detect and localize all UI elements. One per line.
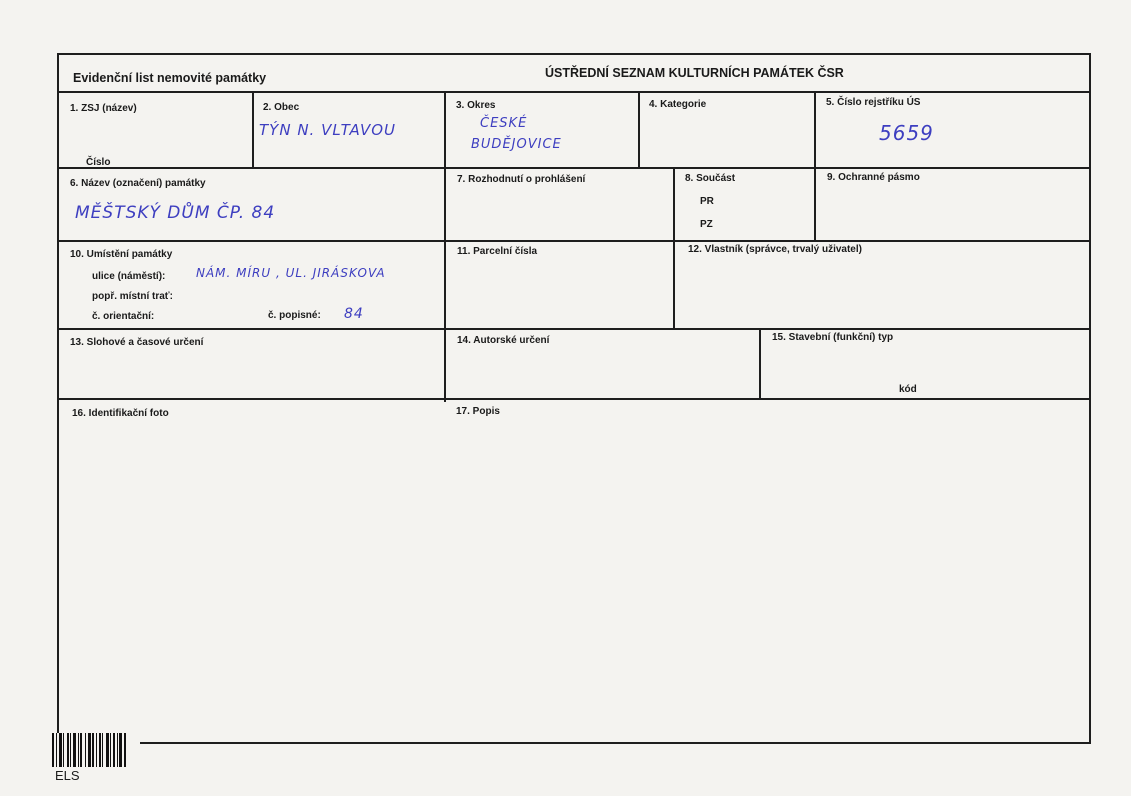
label-ulice: ulice (náměstí): xyxy=(92,271,166,282)
label-kategorie: 4. Kategorie xyxy=(649,99,707,110)
label-rozhodnuti: 7. Rozhodnutí o prohlášení xyxy=(457,174,586,185)
rule xyxy=(673,167,675,330)
label-popis: 17. Popis xyxy=(456,406,500,417)
register-title: ÚSTŘEDNÍ SEZNAM KULTURNÍCH PAMÁTEK ČSR xyxy=(545,66,844,80)
value-okres-line1: ČESKÉ xyxy=(480,116,528,131)
label-pr: PR xyxy=(700,196,714,207)
label-obec: 2. Obec xyxy=(263,102,300,113)
record-form xyxy=(57,53,1091,744)
label-foto: 16. Identifikační foto xyxy=(72,408,169,419)
value-obec: TÝN N. VLTAVOU xyxy=(259,121,397,139)
label-slohove: 13. Slohové a časové určení xyxy=(70,337,204,348)
label-pz: PZ xyxy=(700,219,713,230)
rule xyxy=(444,91,446,402)
barcode-code: ELS xyxy=(55,768,80,783)
label-umisteni: 10. Umístění památky xyxy=(70,249,173,260)
rule xyxy=(59,328,1089,330)
label-autorske: 14. Autorské určení xyxy=(457,335,550,346)
rule xyxy=(59,91,1089,93)
label-orientacni: č. orientační: xyxy=(92,311,155,322)
barcode xyxy=(52,733,140,767)
label-okres: 3. Okres xyxy=(456,100,496,111)
label-vlastnik: 12. Vlastník (správce, trvalý uživatel) xyxy=(688,244,862,255)
rule xyxy=(252,91,254,169)
rule xyxy=(814,91,816,242)
label-popisne: č. popisné: xyxy=(268,310,321,321)
label-zsj: 1. ZSJ (název) xyxy=(70,103,137,114)
value-ulice: NÁM. MÍRU , UL. JIRÁSKOVA xyxy=(196,266,386,280)
value-nazev: MĚŠTSKÝ DŮM ČP. 84 xyxy=(75,203,276,223)
rule xyxy=(759,328,761,400)
form-title: Evidenční list nemovité památky xyxy=(73,71,267,85)
value-rejstrik: 5659 xyxy=(879,121,934,145)
label-kod: kód xyxy=(899,384,917,395)
label-parcelni: 11. Parcelní čísla xyxy=(457,246,538,257)
label-cislo: Číslo xyxy=(86,157,111,168)
rule xyxy=(59,398,1089,400)
value-popisne: 84 xyxy=(344,306,364,322)
rule xyxy=(59,167,1089,169)
rule xyxy=(638,91,640,169)
label-nazev: 6. Název (označení) památky xyxy=(70,178,206,189)
value-okres-line2: BUDĚJOVICE xyxy=(471,137,562,152)
label-rejstrik: 5. Číslo rejstříku ÚS xyxy=(826,97,921,108)
label-soucast: 8. Součást xyxy=(685,173,736,184)
label-stavebni: 15. Stavební (funkční) typ xyxy=(772,332,894,343)
label-mistni-trat: popř. místní trať: xyxy=(92,291,173,302)
rule xyxy=(59,240,1089,242)
label-ochranne: 9. Ochranné pásmo xyxy=(827,172,920,183)
